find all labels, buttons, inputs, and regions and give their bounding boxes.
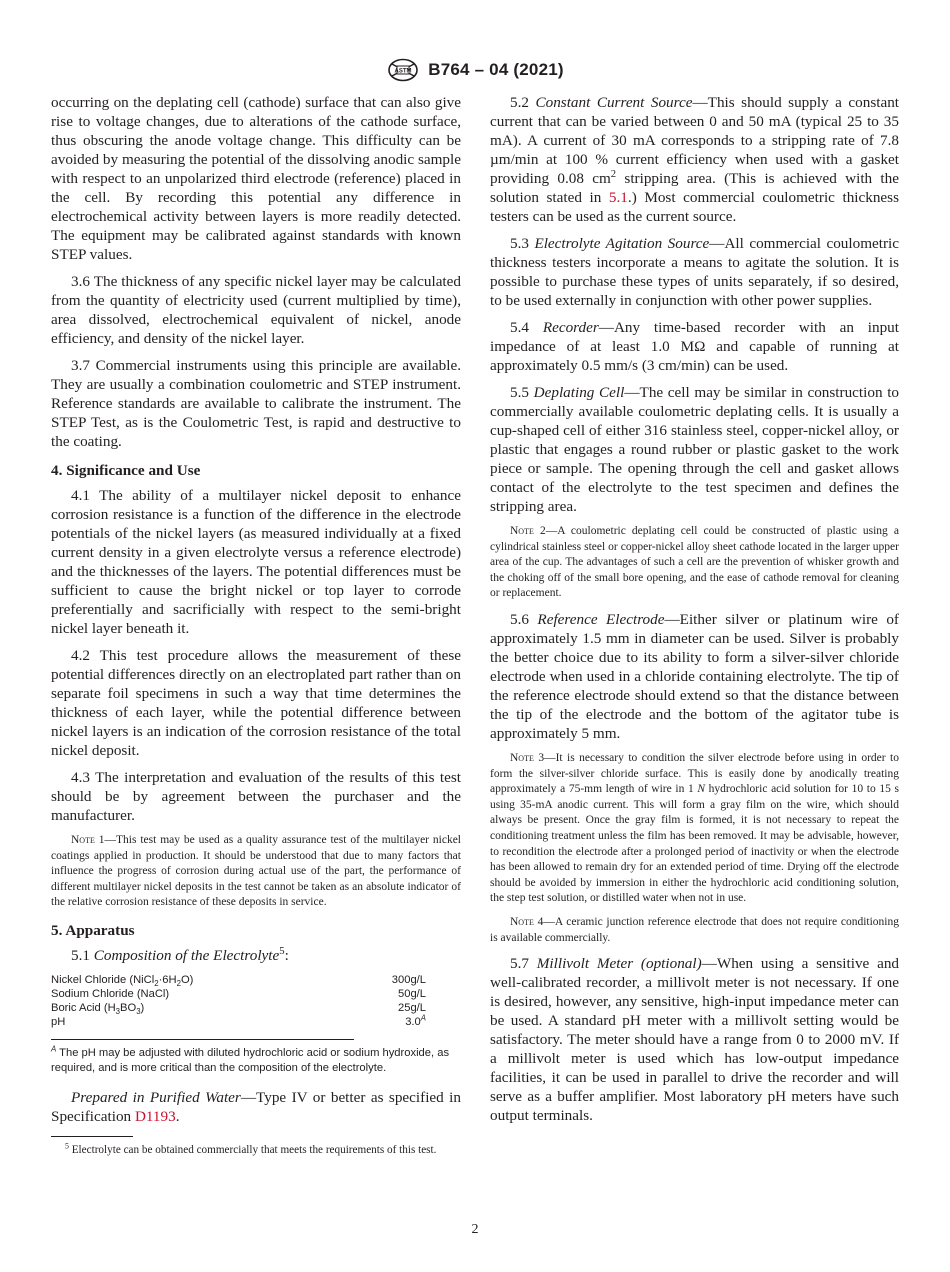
section-5-1-link[interactable]: 5.1 [608, 189, 628, 206]
paragraph-5-6: 5.6 Reference Electrode—Either silver or platinum wire of approximately 1.5 mm in diameter can be used. Silver is probably the better choice due to its ability to form a silver-silver chloride electrode when used in a chloride containing electrolyte. The tip of the reference electrode should extend so that the distance between the tip of the electrode and the bottom of the agitator tube is approximately 5 mm. [490, 610, 899, 742]
paragraph-4-1: 4.1 The ability of a multilayer nickel deposit to enhance corrosion resistance is a function of the difference in the electrode potentials of the nickel layers (as measured individually at a fixed current density in a given electrolyte versus a reference electrode) and the thicknesses of the layers. The potential differences must be sufficient to cause the bright nickel or top layer to corrode preferentially and sacrificially with respect to the semi-bright nickel layer beneath it. [51, 487, 461, 637]
paragraph-3-7: 3.7 Commercial instruments using this principle are available. They are usually a combination coulometric and STEP instrument. Reference standards are available to calibrate the instrument. The STEP Test, as is the Coulometric Test, is rapid and destructive to the coating. [51, 357, 461, 450]
right-column [490, 93, 899, 1133]
table-row: Nickel Chloride $(NiCl_2\cdot 6H_2O)$ 300g/L [51, 973, 426, 989]
paragraph-5-5: 5.5 Deplating Cell—The cell may be similar in construction to commercially available coulometric deplating cells. It is usually a cup-shaped cell of either 316 stainless steel, copper-nickel alloy, or plastic that engages a round rubber or plastic gasket to the work piece or sample. The opening through the cell and gasket allows contact of the electrolyte to the test specimen and defines the stripping area. [490, 384, 900, 515]
document-designation: B764 – 04 (2021) [428, 60, 564, 79]
table-row: pH $3.0^A$ [51, 1013, 426, 1028]
page-header [0, 58, 950, 82]
paragraph-4-2: 4.2 This test procedure allows the measurement of these potential differences directly on an electroplated part rather than on separate foil specimens in such a way that time determines the thickness of each layer, while the potential difference between nickel layers is an indication of the corrosion resistance of the total nickel deposit. [51, 647, 461, 759]
table-rule [51, 1039, 354, 1040]
note-2: Note 2—A coulometric deplating cell could be constructed of plastic using a cylindrical stainless steel or copper-nickel alloy sheet cathode located in the larger upper area of the cup. The advantages of such a cell are the prevention of whisker growth and the choking off of the small bore opening, and the ease of cathode removal for cleaning or replacement. [490, 525, 899, 600]
table-row: Sodium Chloride (NaCl) 50g/L [51, 987, 426, 1000]
astm-logo-icon [386, 58, 420, 82]
paragraph-3-6: 3.6 The thickness of any specific nickel layer may be calculated from the quantity of electricity used (current multiplied by time), area dissolved, electrochemical equivalent of nickel, anode efficiency, and density of the nickel layer. [51, 273, 461, 347]
table-row: Boric Acid $(H_3BO_3)$ 25g/L [51, 1001, 426, 1017]
paragraph-5-3: 5.3 Electrolyte Agitation Source—All commercial coulometric thickness testers incorporate a means to agitate the solution. It is possible to purchase these types of units separately, if so desired, to be used externally in conjunction with other power supplies. [490, 235, 899, 309]
left-column [51, 93, 461, 1158]
paragraph-5-7: 5.7 Millivolt Meter (optional)—When using a sensitive and well-calibrated recorder, a millivolt meter is not necessary. If one is desired, however, any sensitive, high-input impedance meter can be used. A standard pH meter with a millivolt setting would be satisfactory. The meter should have a range from 0 to 2000 mV. If a millivolt meter is used which has low-output impedance facilities, it can be used in parallel to drive the recorder and will serve as a buffer amplifier. Most laboratory pH meters have such output terminals. [490, 955, 900, 1125]
paragraph-5-1: 5.1 Composition of the Electrolyte$^5$: [71, 945, 289, 964]
paragraph-4-3: 4.3 The interpretation and evaluation of the results of this test should be by agreement between the purchaser and the manufacturer. [51, 769, 461, 824]
section-5-heading: 5. Apparatus [51, 921, 135, 939]
note-4: Note 4—A ceramic junction reference electrode that does not require conditioning is available commercially. [490, 915, 899, 944]
electrolyte-table [51, 973, 426, 1029]
svg-text:ASTM: ASTM [394, 68, 412, 75]
note-3: Note 3—It is necessary to condition the silver electrode before using in order to form the silver-silver chloride surface. This is easily done by anodically treating approximately a 75-mm length of wire in 1 N hydrochloric acid solution for 10 to 15 s using 35-mA anodic current. This will form a gray film on the wire, which should always be present. Once the gray film is formed, it is not necessary to repeat the conditioning treatment unless the film has been removed. It may be advisable, however, to recondition the electrode after a prolonged period of inactivity or when the electrode has been allowed to remain dry for an extended period of time. Drying off the electrode should be avoided by immersion in either the hydrochloric acid conditioning solution, the step test solution, or distilled water when not in use. [490, 751, 899, 905]
footnote-rule [51, 1136, 133, 1137]
page-number: 2 [471, 1222, 479, 1237]
d1193-link[interactable]: D1193 [134, 1107, 176, 1125]
purified-water-paragraph: Prepared in Purified Water—Type IV or better as specified in Specification D1193. [51, 1088, 461, 1125]
section-4-heading: 4. Significance and Use [51, 462, 201, 479]
paragraph-5-4: 5.4 Recorder—Any time-based recorder with an input impedance of at least 1.0 MΩ and capable of running at approximately 0.5 mm/s (3 cm/min) can be used. [490, 319, 899, 374]
footnote-5: $^5$ Electrolyte can be obtained commercially that meets the requirements of this test. [65, 1141, 437, 1156]
paragraph-5-2: 5.2 Constant Current Source—This should supply a constant current that can be varied between 0 and 50 mA (typical 25 to 35 mA). A current of 30 mA corresponds to a stripping rate of 7.8 µm/min at 100 % current efficiency when used with a gasket providing 0.08 $cm^2$ stripping area. (This is achieved with the solution stated in 5.1.) Most commercial coulometric thickness testers can be used as the current source. [490, 94, 900, 225]
table-footnote: $^A$ The pH may be adjusted with diluted hydrochloric acid or sodium hydroxide, as required, and is more critical than the composition of the electrolyte. [51, 1044, 450, 1074]
note-1: Note 1—This test may be used as a quality assurance test of the multilayer nickel coatings applied in production. It should be understood that due to many factors that influence the progress of corrosion during actual use of the part, the performance of different multilayer nickel deposits in the test cannot be taken as an absolute indicator of the relative corrosion resistance of these deposits in service. [51, 834, 461, 909]
paragraph-3-5-continued: occurring on the deplating cell (cathode) surface that can also give rise to voltage changes, due to alterations of the cathode surface, thus obscuring the anode voltage change. This difficulty can be avoided by measuring the potential of the dissolving anodic sample with respect to an unpolarized third electrode (reference) placed in the cell. By recording this potential any difference in electrochemical activity between layers is more readily detected. The equipment may be calibrated against standards with known STEP values. [51, 94, 461, 263]
